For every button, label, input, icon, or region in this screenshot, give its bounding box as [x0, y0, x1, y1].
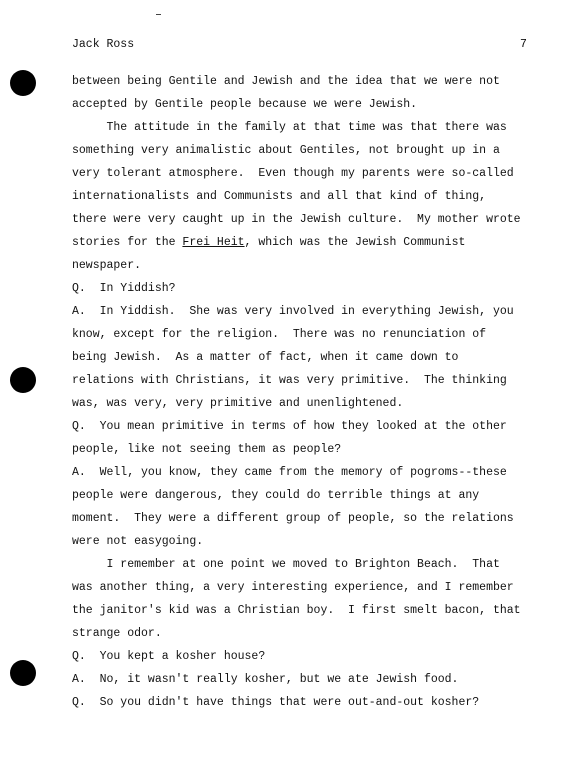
newspaper-title: Frei Heit	[182, 236, 245, 249]
text-line: the janitor's kid was a Christian boy. I first smelt bacon, that	[72, 604, 521, 617]
text-line: Q. You mean primitive in terms of how they looked at the other	[72, 420, 507, 433]
page-number: 7	[520, 38, 527, 51]
text-line: The attitude in the family at that time was that there was	[72, 121, 507, 134]
text-line: newspaper.	[72, 259, 142, 272]
text-line: moment. They were a different group of people, so the relations	[72, 512, 514, 525]
text-line: A. Well, you know, they came from the memory of pogroms--these	[72, 466, 507, 479]
text-line: were not easygoing.	[72, 535, 204, 548]
text-line: Q. So you didn't have things that were out-and-out kosher?	[72, 696, 480, 709]
text-line: I remember at one point we moved to Brighton Beach. That	[72, 558, 500, 571]
text-line	[72, 236, 465, 250]
text-line: people, like not seeing them as people?	[72, 443, 342, 456]
text-line: between being Gentile and Jewish and the idea that we were not	[72, 75, 500, 88]
scan-speck	[156, 14, 161, 15]
binder-hole-top	[10, 70, 36, 96]
text-run: stories for the	[72, 236, 183, 249]
text-line: A. In Yiddish. She was very involved in everything Jewish, you	[72, 305, 514, 318]
text-line: was, was very, very primitive and unenlightened.	[72, 397, 404, 410]
text-line: internationalists and Communists and all that kind of thing,	[72, 190, 487, 203]
header-name: Jack Ross	[72, 38, 135, 51]
text-line: know, except for the religion. There was no renunciation of	[72, 328, 487, 341]
text-line: was another thing, a very interesting experience, and I remember	[72, 581, 514, 594]
text-line: accepted by Gentile people because we were Jewish.	[72, 98, 418, 111]
binder-hole-middle	[10, 367, 36, 393]
text-line: relations with Christians, it was very primitive. The thinking	[72, 374, 507, 387]
text-line: there were very caught up in the Jewish culture. My mother wrote	[72, 213, 521, 226]
text-line: A. No, it wasn't really kosher, but we ate Jewish food.	[72, 673, 459, 686]
text-line: people were dangerous, they could do terrible things at any	[72, 489, 480, 502]
text-line: very tolerant atmosphere. Even though my parents were so-called	[72, 167, 514, 180]
text-line: being Jewish. As a matter of fact, when it came down to	[72, 351, 459, 364]
text-line: Q. You kept a kosher house?	[72, 650, 266, 663]
text-line: strange odor.	[72, 627, 162, 640]
text-line: Q. In Yiddish?	[72, 282, 176, 295]
binder-hole-bottom	[10, 660, 36, 686]
text-run: , which was the Jewish Communist	[244, 236, 466, 249]
text-line: something very animalistic about Gentiles, not brought up in a	[72, 144, 500, 157]
